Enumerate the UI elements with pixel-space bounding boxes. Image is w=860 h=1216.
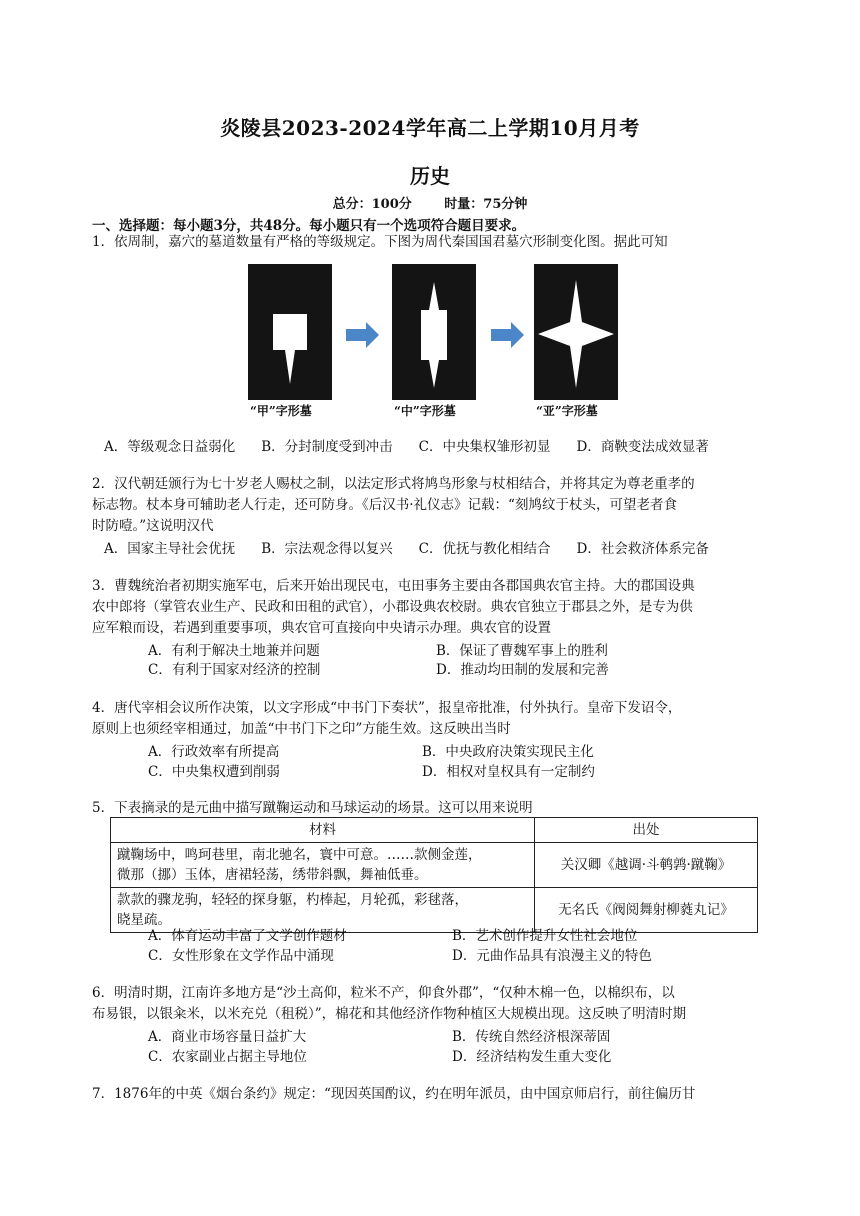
section-heading: 一、选择题：每小题3分，共48分。每小题只有一个选项符合题目要求。 xyxy=(92,218,526,234)
q6-stem-line: 布易银，以银籴米，以米充兑（租税）”，棉花和其他经济作物种植区大规模出现。这反映了明清时期 xyxy=(92,1006,687,1022)
score-line xyxy=(0,193,860,212)
q3-option-a[interactable]: A．有利于解决土地兼并问题 xyxy=(148,643,320,659)
q1-option-b[interactable]: B．分封制度受到冲击 xyxy=(261,439,393,455)
q3-option-c[interactable]: C．有利于国家对经济的控制 xyxy=(148,662,321,678)
exam-title: 炎陵县2023-2024学年高二上学期10月月考 xyxy=(220,116,640,140)
time-limit: 时量：75分钟 xyxy=(444,197,528,212)
q4-option-c[interactable]: C．中央集权遭到削弱 xyxy=(148,764,280,780)
q7-stem: 7．1876年的中英《烟台条约》规定：“现因英国酌议，约在明年派员，由中国京师启行，前往偏历甘 xyxy=(92,1086,696,1102)
q6-option-b[interactable]: B．传统自然经济根深蒂固 xyxy=(452,1029,611,1045)
q2-stem-line: 标志物。杖本身可辅助老人行走，还可防身。《后汉书·礼仪志》记载：“刻鸠纹于杖头，可望老者食 xyxy=(92,497,677,513)
q2-option-b[interactable]: B．宗法观念得以复兴 xyxy=(261,541,393,557)
caption-ya: “亚”字形墓 xyxy=(536,404,598,418)
q5-source-table xyxy=(110,817,758,933)
q6-option-c[interactable]: C．农家副业占据主导地位 xyxy=(148,1049,307,1065)
total-score: 总分：100分 xyxy=(332,197,412,212)
q3-stem-line: 农中郎将（掌管农业生产、民政和田租的武官），小郡设典农校尉。典农官独立于郡县之外，是专为供 xyxy=(92,599,693,615)
source-cell: 无名氏《阀阅舞射柳蕤丸记》 xyxy=(535,888,758,933)
table-row xyxy=(111,843,758,888)
q3-stem-line: 应军粮而设，若遇到重要事项，典农官可直接向中央请示办理。典农官的设置 xyxy=(92,620,551,636)
q3-option-d[interactable]: D．推动均田制的发展和完善 xyxy=(436,662,609,678)
table-header-source: 出处 xyxy=(535,818,758,843)
q1-option-d[interactable]: D．商鞅变法成效显著 xyxy=(576,439,709,455)
q4-stem-line: 原则上也须经宰相通过，加盖“中书门下之印”方能生效。这反映出当时 xyxy=(92,721,511,737)
q1-stem: 1．依周制，嘉穴的墓道数量有严格的等级规定。下图为周代秦国国君墓穴形制变化图。据此可知 xyxy=(92,234,668,250)
q6-stem-line: 6．明清时期，江南许多地方是“沙土高仰，粒米不产，仰食外郡”，“仅种木棉一色，以棉织布，以 xyxy=(92,985,675,1001)
q3-stem-line: 3．曹魏统治者初期实施军屯，后来开始出现民屯，屯田事务主要由各郡国典农官主持。大的郡国设典 xyxy=(92,578,695,594)
arrow-right-icon xyxy=(346,322,379,348)
q5-option-c[interactable]: C．女性形象在文学作品中涌现 xyxy=(148,948,334,964)
q1-options xyxy=(104,435,794,455)
subject-title: 历史 xyxy=(410,164,450,188)
q4-stem-line: 4．唐代宰相会议所作决策，以文字形成“中书门下奏状”，报皇帝批准，付外执行。皇帝下发诏令， xyxy=(92,700,682,716)
q5-stem: 5．下表摘录的是元曲中描写蹴鞠运动和马球运动的场景。这可以用来说明 xyxy=(92,800,533,816)
q1-option-c[interactable]: C．中央集权雏形初显 xyxy=(418,439,551,455)
q2-stem-line: 2．汉代朝廷颁行为七十岁老人赐杖之制，以法定形式将鸠鸟形象与杖相结合，并将其定为尊老重孝的 xyxy=(92,476,695,492)
table-header-row xyxy=(111,818,758,843)
q2-option-a[interactable]: A．国家主导社会优抚 xyxy=(104,541,236,557)
q2-options xyxy=(104,537,794,557)
caption-zhong: “中”字形墓 xyxy=(394,404,456,418)
table-header-material: 材料 xyxy=(111,818,535,843)
arrow-right-icon xyxy=(491,322,524,348)
source-cell: 关汉卿《越调·斗鹌鹑·蹴鞠》 xyxy=(535,843,758,888)
q5-option-d[interactable]: D．元曲作品具有浪漫主义的特色 xyxy=(452,948,652,964)
caption-jia: “甲”字形墓 xyxy=(250,404,312,418)
q5-option-a[interactable]: A．体育运动丰富了文学创作题材 xyxy=(148,928,347,944)
q6-option-a[interactable]: A．商业市场容量日益扩大 xyxy=(148,1029,307,1045)
q2-option-c[interactable]: C．优抚与教化相结合 xyxy=(418,541,551,557)
q2-option-d[interactable]: D．社会救济体系完备 xyxy=(576,541,709,557)
q4-option-a[interactable]: A．行政效率有所提高 xyxy=(148,744,280,760)
q6-option-d[interactable]: D．经济结构发生重大变化 xyxy=(452,1049,612,1065)
q2-stem-line: 时防噎。”这说明汉代 xyxy=(92,518,214,534)
q4-option-d[interactable]: D．相权对皇权具有一定制约 xyxy=(422,764,595,780)
q1-option-a[interactable]: A．等级观念日益弱化 xyxy=(104,439,236,455)
q3-option-b[interactable]: B．保证了曹魏军事上的胜利 xyxy=(436,643,608,659)
tomb-shape-figure xyxy=(248,262,620,422)
q4-option-b[interactable]: B．中央政府决策实现民主化 xyxy=(422,744,594,760)
q5-option-b[interactable]: B．艺术创作提升女性社会地位 xyxy=(452,928,638,944)
material-cell: 蹴鞠场中，鸣珂巷里，南北驰名，寰中可意。……款侧金莲， 微那（挪）玉体，唐裙轻荡，绣带斜飘，舞袖低垂。 xyxy=(111,843,535,888)
material-cell: 款款的骤龙驹，轻轻的探身躯，杓棒起，月轮孤，彩毬落， 晓星疏。 xyxy=(111,888,535,933)
